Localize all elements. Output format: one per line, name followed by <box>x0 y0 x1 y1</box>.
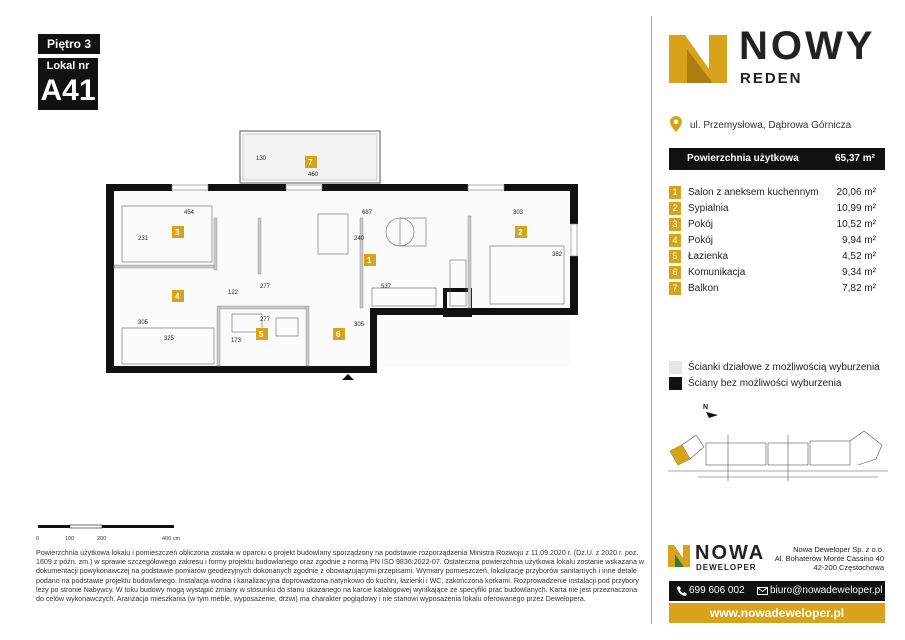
developer-subtitle: DEWELOPER <box>696 563 757 572</box>
room-name: Salon z aneksem kuchennym <box>688 187 819 198</box>
room-name: Pokój <box>688 235 714 246</box>
room-number-badge: 4 <box>669 234 681 247</box>
area-value: 65,37 m² <box>834 153 875 164</box>
legend-swatch-dark <box>669 377 682 390</box>
dim-label: 305 <box>138 320 149 326</box>
scale-segment <box>102 525 174 528</box>
dim-label: 305 <box>354 322 365 328</box>
disclaimer-text: Powierzchnia użytkowa lokalu i pomieszczeń obliczona została w oparciu o projekt budowlany sporządzony na podstawie rozporządzenia Ministra Rozwoju z 11.09.2020 r. (Dz.U. z 2020 r. poz. 1609 z późn. zm.) w sprawie szczegółowego zakresu i formy projektu budowlanego oraz zgodnie z normą PN ISO 9836:2022-07. Ostateczna powierzchnia użytkowa lokalu zostanie wskazana w dokumentacji powykonawczej na podstawie pomiarów geodezyjnych dokonanych zgodnie z obowiązującymi przepisami. Wymiary pomieszczeń, lokalizację przyborów sanitarnych i inne detale podano na podstawie projektu budowlanego. Instalacja wodna i kanalizacyjna doprowadzona natynkowo do kuchni, łazienki i WC, zakończona korkami. Rozprowadzenie instalacji pod przybory leży po stronie Nabywcy. W toku budowy mogą wystąpić zmiany w stosunku do stanu ukazanego na karcie katalogowej wynikające ze specyfiki prac budowlanych. Karta nie jest przeznaczona do celów wykonawczych. Aranżacja mieszkania (w tym meble, wyposażenie, drzwi) ma charakter poglądowy i nie stanowi wyposażenia lokalu oferowanego przez Dewelopera. <box>36 549 645 604</box>
floor-tag: Piętro 3 <box>38 34 100 54</box>
room-name: Komunikacja <box>688 267 746 278</box>
address: ul. Przemysłowa, Dąbrowa Górnicza <box>690 120 852 131</box>
scale-segment <box>70 525 102 528</box>
company-line: 42-200 Częstochowa <box>813 563 884 572</box>
legend-text: Ścianki działowe z możliwością wyburzenia <box>688 362 880 373</box>
dim-label: 173 <box>231 338 242 344</box>
room-row <box>669 265 885 281</box>
mail-icon <box>757 587 768 595</box>
location-pin-icon <box>670 116 682 132</box>
dim-label: 277 <box>260 284 271 290</box>
legend-swatch-light <box>669 361 682 374</box>
scale-label: 100 <box>65 536 75 542</box>
phone-icon <box>677 586 687 596</box>
room-row <box>669 249 885 265</box>
entrance-arrow-icon <box>342 374 354 380</box>
room-area: 9,34 m² <box>842 267 876 278</box>
room-area: 7,82 m² <box>842 283 876 294</box>
dim-label: 382 <box>552 252 563 258</box>
company-line: Al. Bohaterów Monte Cassino 40 <box>774 554 884 563</box>
room-area: 20,06 m² <box>836 187 876 198</box>
dim-label: 460 <box>308 172 319 178</box>
dim-label: 277 <box>260 317 271 323</box>
dim-label: 454 <box>184 210 195 216</box>
room-area: 9,94 m² <box>842 235 876 246</box>
room-tag-label: 2 <box>518 228 523 237</box>
floor-plan <box>100 128 610 390</box>
company-address <box>760 545 884 572</box>
room-row <box>669 281 885 297</box>
scale-segment <box>38 525 70 528</box>
divider-line <box>651 16 652 624</box>
room-tag-label: 7 <box>308 158 313 167</box>
scale-label: 0 <box>36 536 40 542</box>
dim-label: 325 <box>164 336 175 342</box>
legend-text: Ściany bez możliwości wyburzenia <box>688 378 842 389</box>
site-plan-map <box>668 425 888 490</box>
dim-label: 537 <box>381 284 392 290</box>
room-number-badge: 3 <box>669 218 681 231</box>
room-name: Sypialnia <box>688 203 729 214</box>
dim-label: 240 <box>354 236 365 242</box>
legend-removable <box>669 361 899 375</box>
dim-label: 122 <box>228 290 239 296</box>
room-tag-label: 3 <box>175 228 180 237</box>
room-tag-label: 1 <box>367 256 372 265</box>
room-area: 10,52 m² <box>836 219 876 230</box>
room-name: Łazienka <box>688 251 729 262</box>
contact-bar <box>669 581 885 601</box>
dim-label: 687 <box>362 210 373 216</box>
compass-label: N <box>703 404 709 411</box>
scale-label: 400 cm <box>162 536 181 542</box>
developer-name: NOWA <box>695 542 766 564</box>
room-area: 4,52 m² <box>842 251 876 262</box>
room-name: Balkon <box>688 283 719 294</box>
room-tag-label: 4 <box>175 292 180 301</box>
email-link[interactable]: biuro@nowadeweloper.pl <box>770 585 883 596</box>
room-name: Pokój <box>688 219 714 230</box>
brand-name: NOWY <box>739 24 876 68</box>
dim-label: 303 <box>513 210 524 216</box>
room-area: 10,99 m² <box>836 203 876 214</box>
brand-subtitle: REDEN <box>740 70 803 87</box>
dim-label: 231 <box>138 236 149 242</box>
compass-icon <box>700 401 720 423</box>
room-number-badge: 7 <box>669 282 681 295</box>
room-number-badge: 6 <box>669 266 681 279</box>
phone-number[interactable]: 699 606 002 <box>689 585 745 596</box>
lokal-number: A41 <box>40 74 96 107</box>
room-row <box>669 233 885 249</box>
dim-label: 130 <box>256 156 267 162</box>
scale-bar <box>36 523 182 545</box>
room-tag-label: 6 <box>336 330 341 339</box>
room-tag-label: 5 <box>259 330 264 339</box>
room-number-badge: 2 <box>669 202 681 215</box>
room-row <box>669 201 885 217</box>
scale-label: 200 <box>97 536 107 542</box>
room-number-badge: 1 <box>669 186 681 199</box>
lokal-label: Lokal nr <box>46 60 90 72</box>
apartment-location-marker <box>670 445 690 465</box>
legend-fixed <box>669 377 899 391</box>
brand-logo-icon <box>669 35 727 83</box>
room-row <box>669 217 885 233</box>
lokal-tag <box>38 58 98 110</box>
area-label: Powierzchnia użytkowa <box>687 153 799 164</box>
room-row <box>669 185 885 201</box>
room-number-badge: 5 <box>669 250 681 263</box>
website-link[interactable]: www.nowadeweloper.pl <box>669 603 885 623</box>
developer-logo-icon <box>668 545 690 567</box>
company-line: Nowa Deweloper Sp. z o.o. <box>793 545 884 554</box>
area-summary <box>669 148 885 170</box>
